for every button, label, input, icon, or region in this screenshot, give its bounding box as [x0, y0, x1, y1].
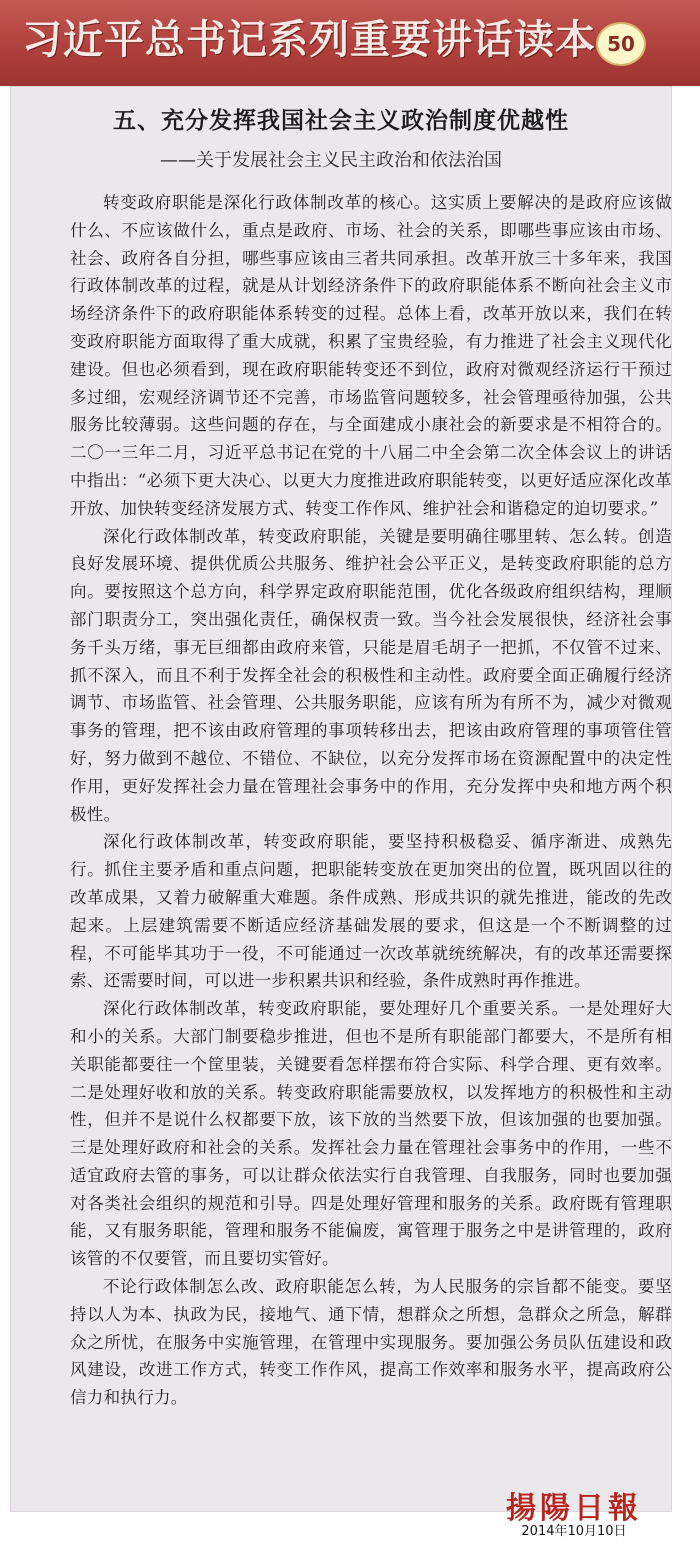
article-subheading: ——关于发展社会主义民主政治和依法治国 — [160, 150, 502, 171]
newspaper-logo: 揚陽日報 — [506, 1491, 642, 1526]
series-banner — [0, 0, 700, 86]
publication-date: 2014年10月10日 — [521, 1524, 627, 1539]
article-body — [70, 189, 672, 1412]
article-paragraph: 不论行政体制怎么改、政府职能怎么转，为人民服务的宗旨都不能变。要坚持以人为本、执政为民，接地气、通下情，想群众之所想，急群众之所急，解群众之所忧，在服务中实施管理，在管理中实现服务。要加强公务员队伍建设和政风建设，改进工作方式，转变工作作风，提高工作效率和服务水平，提高政府公信力和执行力。 — [70, 1277, 672, 1408]
article-paragraph: 深化行政体制改革，转变政府职能，要处理好几个重要关系。一是处理好大和小的关系。大部门制要稳步推进，但也不是所有职能部门都要大，不是所有相关职能都要往一个筐里装，关键要看怎样摆布符合实际、科学合理、更有效率。二是处理好收和放的关系。转变政府职能需要放权，以发挥地方的积极性和主动性，但并不是说什么权都要下放，该下放的当然要下放，但该加强的也要加强。三是处理好政府和社会的关系。发挥社会力量在管理社会事务中的作用，一些不适宜政府去管的事务，可以让群众依法实行自我管理、自我服务，同时也要加强对各类社会组织的规范和引导。四是处理好管理和服务的关系。政府既有管理职能，又有服务职能，管理和服务不能偏废，寓管理于服务之中是讲管理的，政府该管的不仅要管，而且要切实管好。 — [70, 999, 672, 1269]
article-paragraph: 深化行政体制改革，转变政府职能，关键是要明确往哪里转、怎么转。创造良好发展环境、提供优质公共服务、维护社会公平正义，是转变政府职能的总方向。要按照这个总方向，科学界定政府职能范围，优化各级政府组织结构，理顺部门职责分工，突出强化责任，确保权责一致。当今社会发展很快，经济社会事务千头万绪，事无巨细都由政府来管，只能是眉毛胡子一把抓，不仅管不过来、抓不深入，而且不利于发挥全社会的积极性和主动性。政府要全面正确履行经济调节、市场监管、社会管理、公共服务职能，应该有所为有所不为，减少对微观事务的管理，把不该由政府管理的事项转移出去，把该由政府管理的事项管住管好，努力做到不越位、不错位、不缺位，以充分发挥市场在资源配置中的决定性作用，更好发挥社会力量在管理社会事务中的作用，充分发挥中央和地方两个积极性。 — [70, 526, 672, 824]
article-panel — [10, 86, 672, 1512]
article-heading: 五、充分发挥我国社会主义政治制度优越性 — [113, 108, 569, 134]
article-paragraph: 深化行政体制改革，转变政府职能，要坚持积极稳妥、循序渐进、成熟先行。抓住主要矛盾和重点问题，把职能转变放在更加突出的位置，既巩固以往的改革成果，又着力破解重大难题。条件成熟、形成共识的就先推进，能改的先改起来。上层建筑需要不断适应经济基础发展的要求，但这是一个不断调整的过程，不可能毕其功于一役，不可能通过一次改革就统统解决，有的改革还需要探索、还需要时间，可以进一步积累共识和经验，条件成熟时再作推进。 — [70, 832, 672, 991]
series-title: 习近平总书记系列重要讲话读本 — [22, 17, 596, 63]
article-paragraph: 转变政府职能是深化行政体制改革的核心。这实质上要解决的是政府应该做什么、不应该做什么，重点是政府、市场、社会的关系，即哪些事应该由市场、社会、政府各自分担，哪些事应该由三者共同承担。改革开放三十多年来，我国行政体制改革的过程，就是从计划经济条件下的政府职能体系不断向社会主义市场经济条件下的政府职能体系转变的过程。总体上看，改革开放以来，我们在转变政府职能方面取得了重大成就，积累了宝贵经验，有力推进了社会主义现代化建设。但也必须看到，现在政府职能转变还不到位，政府对微观经济运行干预过多过细，宏观经济调节还不完善，市场监管问题较多，社会管理亟待加强，公共服务比较薄弱。这些问题的存在，与全面建成小康社会的新要求是不相符合的。二〇一三年二月，习近平总书记在党的十八届二中全会第二次全体会议上的讲话中指出：“必须下更大决心、以更大力度推进政府职能转变，以更好适应深化改革开放、加快转变经济发展方式、转变工作作风、维护社会和谐稳定的迫切要求。” — [70, 193, 672, 518]
installment-number-badge: 50 — [596, 22, 646, 66]
